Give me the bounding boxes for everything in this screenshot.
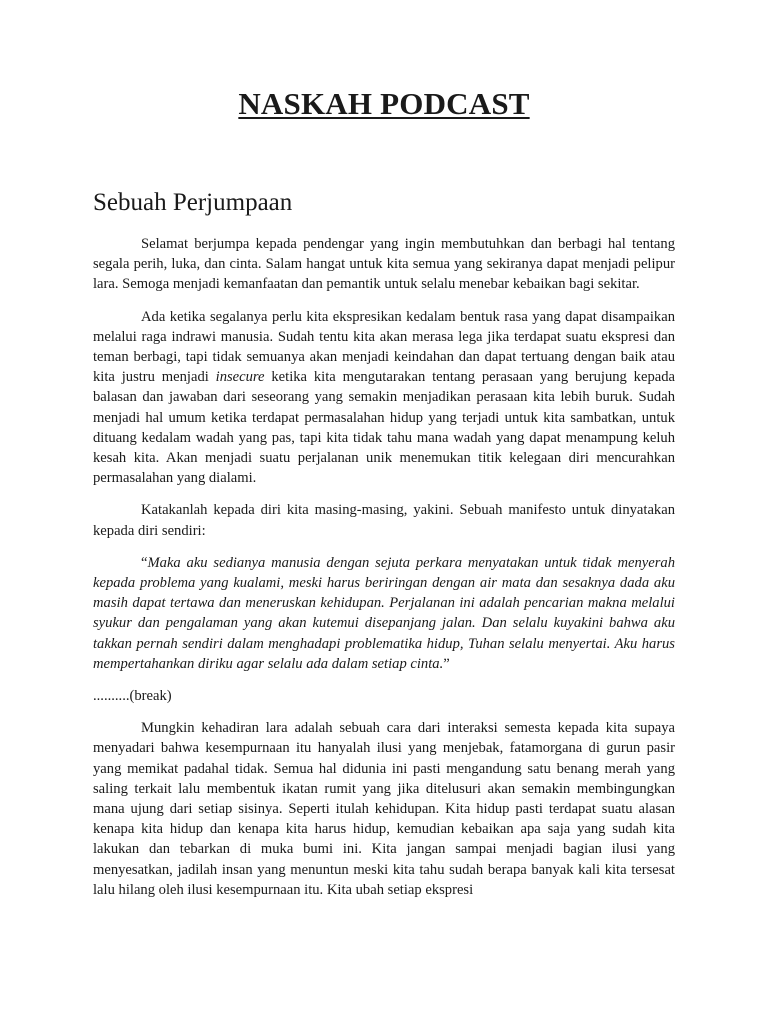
- quote-open-mark: “: [141, 554, 148, 571]
- paragraph-expression-part1: Ada ketika segalanya perlu kita ekspresikan kedalam bentuk rasa yang dapat disampaikan melalui raga indrawi manusia. Sudah tentu kita akan merasa lega jika terdapat suatu ekspresi dan teman berbagi, tapi tidak semuanya akan menjadi keindahan dan dapat tertuang dengan baik atau kita justru menjadi: [93, 308, 675, 386]
- section-heading: Sebuah Perjumpaan: [93, 189, 293, 216]
- paragraph-expression: [93, 307, 675, 489]
- paragraph-expression-part2: ketika kita mengutarakan tentang perasaan yang berujung kepada balasan dan jawaban dari seseorang yang semakin menjadikan perasaan kita lebih buruk. Sudah menjadi hal umum ketika terdapat permasalahan hidup yang terjadi untuk kita sambatkan, untuk dituang kedalam wadah yang pas, tapi kita tidak tahu mana wadah yang dapat menampung keluh kesah kita. Akan menjadi suatu perjalanan unik menemukan titik kelegaan diri mencurahkan permasalahan yang dialami.: [93, 369, 675, 487]
- italic-term-insecure: insecure: [215, 369, 265, 386]
- paragraph-manifesto-intro: Katakanlah kepada diri kita masing-masing, yakini. Sebuah manifesto untuk dinyatakan kepada diri sendiri:: [93, 502, 675, 539]
- paragraph-greeting: Selamat berjumpa kepada pendengar yang ingin membutuhkan dan berbagi hal tentang segala perih, luka, dan cinta. Salam hangat untuk kita semua yang sekiranya dapat menjadi pelipur lara. Semoga menjadi kemanfaatan dan pemantik untuk selalu menebar kebaikan bagi sekitar.: [93, 236, 675, 293]
- manifesto-quote-text: Maka aku sedianya manusia dengan sejuta perkara menyatakan untuk tidak menyerah kepada problema yang kualami, meski harus beriringan dengan air mata dan sesaknya dada aku masih dapat tertawa dan meneruskan kehidupan. Perjalanan ini adalah pencarian makna melalui syukur dan pengalaman yang akan kutemui disepanjang jalan. Dan selalu kuyakini bahwa aku takkan pernah sendiri dalam menghadapi problematika hidup, Tuhan selalu menyertai. Aku harus mempertahankan diriku agar selalu ada dalam setiap cinta.: [93, 554, 675, 672]
- paragraph-illusion: Mungkin kehadiran lara adalah sebuah cara dari interaksi semesta kepada kita supaya menyadari bahwa kesempurnaan itu hanyalah ilusi yang menjebak, fatamorgana di gurun pasir yang memikat padahal tidak. Semua hal didunia ini pasti mengandung satu benang merah yang saling terkait lalu membentuk ikatan rumit yang jika ditelusuri akan semakin membingungkan mana ujung dari setiap sisinya. Seperti itulah kehidupan. Kita hidup pasti terdapat suatu alasan kenapa kita hidup dan kenapa kita harus hidup, kemudian kebaikan apa saja yang sudah kita lakukan dan tebarkan di muka bumi ini. Kita jangan sampai menjadi bagian ilusi yang menyesatkan, jadilah insan yang menuntun meski kita tahu sudah berapa banyak kali kita tersesat lalu hilang oleh ilusi kesempurnaan itu. Kita ubah setiap ekspresi: [93, 720, 675, 898]
- document-title: NASKAH PODCAST: [238, 86, 530, 121]
- manifesto-quote: [93, 553, 675, 674]
- quote-close-mark: ”: [443, 655, 450, 672]
- break-marker: ..........(break): [93, 688, 172, 705]
